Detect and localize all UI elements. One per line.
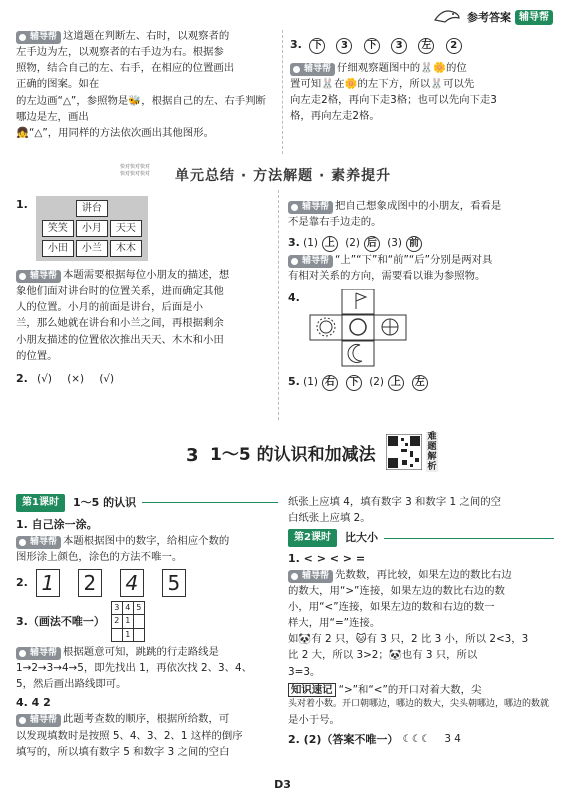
helper-badge: 辅导帮 xyxy=(16,647,61,660)
text-line: 仔细观察题图中的 xyxy=(337,62,421,74)
text-line: 5，然后画出路线即可。 xyxy=(16,678,127,691)
knowledge-tip xyxy=(288,682,554,728)
text-line: 人的位置。小月的前面是讲台，后面是小 xyxy=(16,301,204,314)
grid-cell: 5 xyxy=(133,601,144,614)
digit-writing-box xyxy=(36,569,60,597)
lesson-1 xyxy=(16,494,278,760)
column-divider xyxy=(282,30,283,154)
top-left-explanation xyxy=(16,28,274,141)
text-line: 的左边画“△”，参照物是 xyxy=(16,94,129,107)
banner-small-line: 快对快对快对 xyxy=(120,171,151,177)
sub-number: (3) xyxy=(387,237,402,250)
text-line: 向左走2格，再向下走3格；也可以先向下走3 xyxy=(290,94,497,107)
text-line: 有相对关系的方向，需要看以谁为参照物。 xyxy=(288,270,486,283)
banner-small-line: 快对快对快对 xyxy=(120,164,151,170)
text-line: 置可知 xyxy=(290,78,322,91)
digit: 1 xyxy=(41,570,55,595)
text-line: 如 xyxy=(288,633,299,646)
seat-cell: 小月 xyxy=(76,220,108,237)
lesson-title: 1～5 的认识 xyxy=(72,496,137,510)
sub-number: (1) xyxy=(303,237,318,250)
header-label: 参考答案 xyxy=(467,11,511,25)
text-line: 有 3 只，2 比 3 小，所以 2<3，3 xyxy=(366,633,529,646)
helper-badge: 辅导帮 xyxy=(290,63,335,76)
podium-label: 讲台 xyxy=(76,200,108,217)
child-icon: 👧 xyxy=(16,126,29,139)
grid-cell: 4 xyxy=(122,601,133,614)
grid-cell: 1 xyxy=(122,628,133,641)
text-line: “>”和“<”的开口对着大数，尖 xyxy=(338,683,482,696)
text-line: 可以先 xyxy=(443,78,475,91)
text-line: 小，用“<”连接，如果左边的数和右边的数一 xyxy=(288,601,495,614)
text-line: 小朋友描述的位置依次推出天天、木木和小田 xyxy=(16,333,224,346)
page-footer xyxy=(0,776,565,793)
text-line: “上”“下”和“前”“后”分别是两对具 xyxy=(335,254,493,267)
banner-small-text xyxy=(120,164,150,178)
answer-circle: 前 xyxy=(406,236,422,252)
question-number: 5. xyxy=(288,374,300,388)
flower-icon: 🌼 xyxy=(344,78,358,91)
text-line: 象他们面对讲台时的位置关系，进而确定其他 xyxy=(16,285,224,298)
qr-label-char: 难 xyxy=(427,432,437,442)
text-line: 先数数，再比较，如果左边的数比右边 xyxy=(335,568,512,581)
text-line: 样大，用“=”连接。 xyxy=(288,617,381,630)
qr-label-char: 题 xyxy=(427,442,437,452)
text-line: 1→2→3→4→5，即先找出 1，再依次找 2、3、4、 xyxy=(16,662,253,675)
text-line: 不是靠右手边走的。 xyxy=(288,216,382,229)
question-label: 2. (2)（答案不唯一） xyxy=(288,732,399,746)
helper-badge: 辅导帮 xyxy=(288,570,333,583)
seat-cell: 小田 xyxy=(42,240,74,257)
seat-cell: 天天 xyxy=(110,220,142,237)
right-middle xyxy=(288,198,554,391)
judgement-answer: (√) xyxy=(99,372,115,385)
chapter-title: 1～5 的认识和加减法 xyxy=(210,445,376,465)
panda-icon: 🐼 xyxy=(298,633,312,646)
helper-badge: 辅导帮 xyxy=(16,714,61,727)
qr-label-char: 析 xyxy=(427,462,437,472)
page-number: D3 xyxy=(274,778,291,791)
sub-number: (2) xyxy=(369,375,384,388)
bunny-icon: 🐰 xyxy=(321,78,335,91)
digit-writing-box xyxy=(78,569,102,597)
answer-circle: 下 xyxy=(364,38,380,54)
qr-label xyxy=(426,432,438,472)
answer-circle: 2 xyxy=(446,38,462,54)
text-line: 有 2 只， xyxy=(311,633,356,646)
chapter-number: 3 xyxy=(186,445,199,466)
answer-circle: 左 xyxy=(418,38,434,54)
text-line: 图形涂上颜色，涂色的方法不唯一。 xyxy=(16,550,183,563)
text-line: ，根据自己的左、右手判断哪边是左，画出 xyxy=(16,94,266,123)
qr-label-char: 解 xyxy=(427,452,437,462)
question-number: 1. xyxy=(16,198,28,211)
question-number: 2. xyxy=(16,371,28,385)
text-line: 以发现填数时是按照 5、4、3、2、1 这样的倒序 xyxy=(16,729,243,742)
text-line: 此题考查数的顺序，根据所给数，可 xyxy=(63,713,230,726)
panda-icon: 🐼 xyxy=(388,649,402,662)
text-line: 3=3。 xyxy=(288,665,321,678)
top-right-answers xyxy=(290,36,552,125)
text-line: 填写的，所以填有数字 5 和数字 3 之间的空白 xyxy=(16,745,230,758)
text-line: 白纸张上应填 2。 xyxy=(288,512,371,525)
sub-number: (2) xyxy=(345,237,360,250)
answer-circle: 上 xyxy=(322,236,338,252)
answer-circle: 3 xyxy=(336,38,352,54)
page-header xyxy=(433,6,553,29)
question-label: 1. 自己涂一涂。 xyxy=(16,517,98,531)
digit: 4 xyxy=(125,570,139,595)
text-line: 比 2 大，所以 3>2； xyxy=(288,649,389,662)
text-line: 是小于号。 xyxy=(288,713,340,726)
text-line: 根据题意可知，跳跳的行走路线是 xyxy=(63,645,219,658)
helper-badge: 辅导帮 xyxy=(16,31,61,44)
moon-icon: ☾☾☾ xyxy=(402,733,431,746)
answer-circle: 右 xyxy=(322,375,338,391)
answer-circle: 后 xyxy=(364,236,380,252)
text-line: 的数大，用“>”连接，如果左边的数比右边的数 xyxy=(288,584,505,597)
answer-circle: 上 xyxy=(388,375,404,391)
qr-code-icon xyxy=(386,434,422,470)
seat-cell: 笑笑 xyxy=(42,220,74,237)
left-middle xyxy=(16,196,276,387)
lesson-title: 比大小 xyxy=(344,531,378,545)
text-line: 3 4 xyxy=(444,733,461,746)
grid-cell xyxy=(133,628,144,641)
digit-writing-box xyxy=(120,569,144,597)
question-number: 2. xyxy=(16,576,28,590)
question-label: 3.（画法不唯一） xyxy=(16,614,105,628)
question-label: 4. 4 2 xyxy=(16,696,51,710)
text-line: 头对着小数。开口朝哪边，哪边的数大，尖头朝哪边，哪边的数就 xyxy=(288,698,550,709)
route-grid xyxy=(111,601,145,642)
lesson-tag: 第2课时 xyxy=(288,529,337,547)
header-brand: 辅导帮 xyxy=(515,10,553,26)
text-line: 兰，那么她就在讲台和小兰之间，再根据剩余 xyxy=(16,317,224,330)
text-line: 这道题在判断左、右时，以观察者的 xyxy=(63,30,230,42)
bee-icon: 🐝 xyxy=(128,94,142,107)
helper-badge: 辅导帮 xyxy=(16,536,61,549)
bunny-icon: 🐰 xyxy=(430,78,444,91)
unit-summary-banner xyxy=(120,166,440,186)
seat-grid xyxy=(36,196,148,261)
bird-logo-icon xyxy=(433,6,461,29)
judgement-answer: (×) xyxy=(67,372,85,385)
question-number: 3. xyxy=(290,38,302,51)
text-line: 左手边为左，以观察者的右手边为右。根据参 xyxy=(16,46,224,59)
sub-number: (1) xyxy=(303,375,318,388)
text-line: 照物，结合自己的左、右手，在相应的位置画出 xyxy=(16,62,235,75)
text-line: 正确的图案。如在 xyxy=(16,78,100,91)
helper-badge: 辅导帮 xyxy=(288,255,333,268)
text-line: 本题需要根据每位小朋友的描述，想 xyxy=(63,269,230,281)
question-number: 4. xyxy=(288,290,300,304)
seat-cell: 木木 xyxy=(110,240,142,257)
cat-icon: 🐱 xyxy=(355,633,367,646)
answer-circle: 左 xyxy=(412,375,428,391)
seat-cell: 小兰 xyxy=(76,240,108,257)
text-line: 格，再向左走2格。 xyxy=(290,110,380,123)
bunny-icon: 🐰 xyxy=(420,62,434,74)
question-number: 3. xyxy=(288,236,300,250)
digit: 5 xyxy=(167,570,181,595)
text-line: 也有 3 只，所以 xyxy=(401,649,478,662)
lesson-2 xyxy=(288,494,554,748)
tip-tag: 知识速记 xyxy=(288,683,336,697)
text-line: 在 xyxy=(334,78,345,91)
text-line: 纸张上应填 4，填有数字 3 和数字 1 之间的空 xyxy=(288,496,501,508)
grid-cell: 3 xyxy=(111,601,122,614)
chapter-heading xyxy=(0,434,565,476)
text-line: 把自己想象成图中的小朋友，看看是 xyxy=(335,200,502,212)
helper-badge: 辅导帮 xyxy=(288,201,333,214)
question-label: 1. < > < > = xyxy=(288,551,366,565)
grid-cell xyxy=(111,628,122,641)
column-divider-mid xyxy=(278,190,279,420)
judgement-answer: (√) xyxy=(37,372,52,385)
lesson-tag: 第1课时 xyxy=(16,494,65,512)
text-line: 的左下方，所以 xyxy=(357,78,431,91)
grid-cell: 2 xyxy=(111,615,122,628)
text-line: 的位 xyxy=(446,62,467,74)
flower-icon: 🌼 xyxy=(433,62,447,74)
answer-circle: 下 xyxy=(309,38,325,54)
answer-circle: 3 xyxy=(391,38,407,54)
digit: 2 xyxy=(83,570,97,595)
grid-cell: 1 xyxy=(122,615,133,628)
helper-badge: 辅导帮 xyxy=(16,270,61,283)
text-line: 的位置。 xyxy=(16,349,58,362)
banner-title: 单元总结 · 方法解题 · 素养提升 xyxy=(175,168,392,184)
text-line: 本题根据图中的数字，给相应个数的 xyxy=(63,534,230,547)
answer-circle: 下 xyxy=(346,375,362,391)
digit-writing-box xyxy=(162,569,186,597)
shape-cross-diagram xyxy=(308,289,410,369)
text-line: “△”，用同样的方法依次画出其他图形。 xyxy=(28,126,214,139)
grid-cell xyxy=(133,615,144,628)
